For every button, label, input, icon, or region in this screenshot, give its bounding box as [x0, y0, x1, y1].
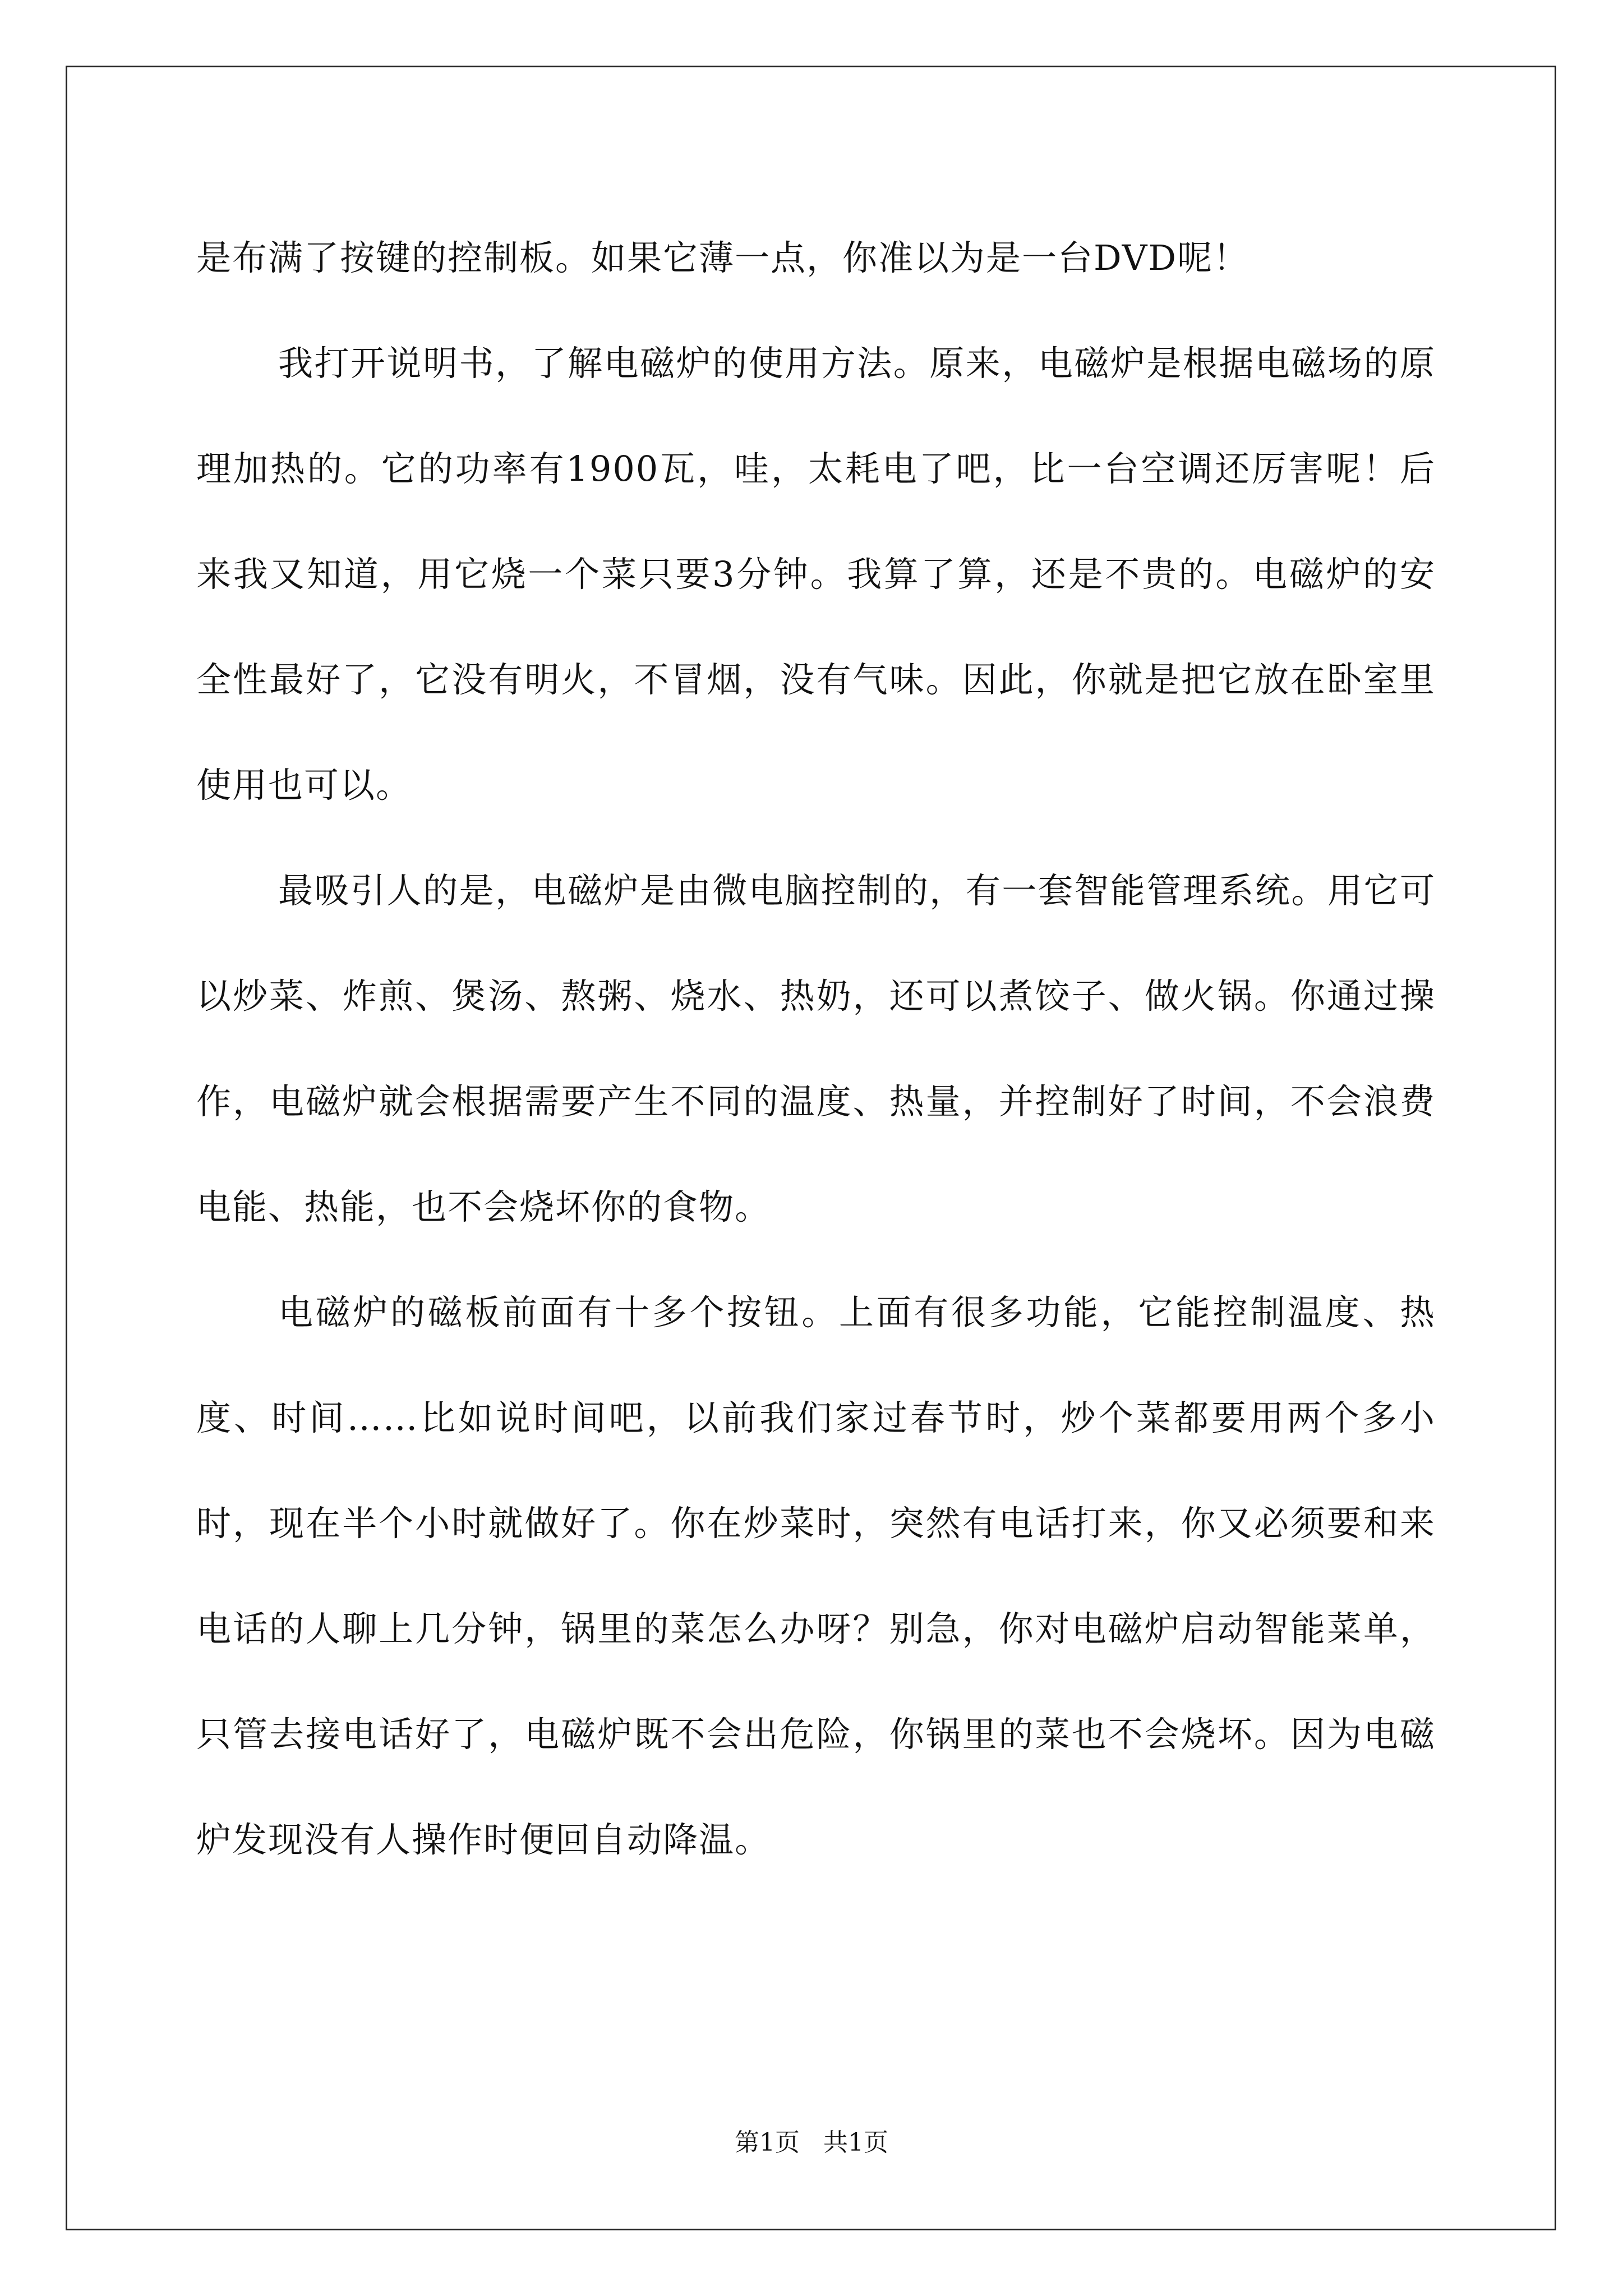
paragraph-3: 最吸引人的是，电磁炉是由微电脑控制的，有一套智能管理系统。用它可以炒菜、炸煎、煲汤、熬粥、烧水、热奶，还可以煮饺子、做火锅。你通过操作，电磁炉就会根据需要产生不同的温度、热量，并控制好了时间，不会浪费电能、热能，也不会烧坏你的食物。 — [196, 870, 1436, 1227]
paragraph-1: 是布满了按键的控制板。如果它薄一点，你准以为是一台DVD呢！ — [196, 237, 1249, 278]
paragraph-2: 我打开说明书，了解电磁炉的使用方法。原来，电磁炉是根据电磁场的原理加热的。它的功率有1900瓦，哇，太耗电了吧，比一台空调还厉害呢！后来我又知道，用它烧一个菜只要3分钟。我算了算，还是不贵的。电磁炉的安全性最好了，它没有明火，不冒烟，没有气味。因此，你就是把它放在卧室里使用也可以。 — [196, 343, 1436, 806]
document-body — [196, 205, 1436, 1893]
page-footer: 第1页 共1页 — [735, 2128, 888, 2157]
paragraph-4: 电磁炉的磁板前面有十多个按钮。上面有很多功能，它能控制温度、热度、时间……比如说时间吧，以前我们家过春节时，炒个菜都要用两个多小时，现在半个小时就做好了。你在炒菜时，突然有电话打来，你又必须要和来电话的人聊上几分钟，锅里的菜怎么办呀？别急，你对电磁炉启动智能菜单，只管去接电话好了，电磁炉既不会出危险，你锅里的菜也不会烧坏。因为电磁炉发现没有人操作时便回自动降温。 — [196, 1292, 1436, 1860]
